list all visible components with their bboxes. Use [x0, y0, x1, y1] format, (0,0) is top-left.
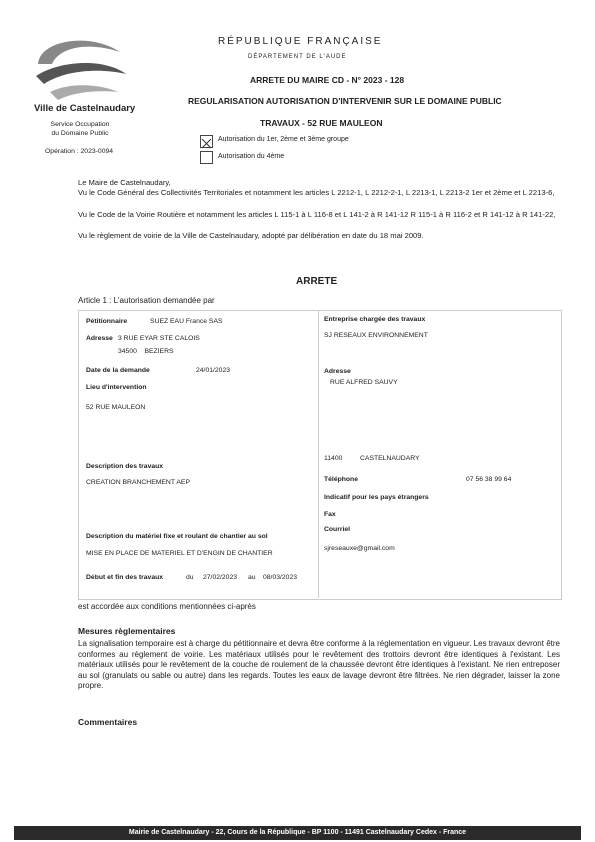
- operation-number: Opération : 2023-0094: [45, 148, 114, 155]
- arrete-number: ARRETE DU MAIRE CD - N° 2023 - 128: [250, 75, 405, 85]
- mesures-title: Mesures règlementaires: [78, 626, 176, 636]
- city-logo: [30, 34, 130, 106]
- telephone-label: Téléphone: [324, 476, 358, 483]
- republique-heading: RÉPUBLIQUE FRANÇAISE: [218, 36, 383, 47]
- entreprise-label: Entreprise chargée des travaux: [324, 316, 426, 323]
- courriel-label: Courriel: [324, 526, 351, 533]
- entreprise-value: SJ RESEAUX ENVIRONNEMENT: [324, 332, 428, 339]
- vu-line: Vu le règlement de voirie de la Ville de Castelnaudary, adopté par délibération en date du 18 mai 2009.: [78, 231, 424, 240]
- indicatif-label: Indicatif pour les pays étrangers: [324, 494, 429, 501]
- article-1: Article 1 : L'autorisation demandée par: [78, 296, 215, 305]
- description-value: CREATION BRANCHEMENT AEP: [86, 479, 190, 486]
- debut-value: 27/02/2023: [203, 574, 238, 581]
- telephone-value: 07 56 38 99 64: [466, 476, 512, 483]
- lieu-label: Lieu d'intervention: [86, 384, 147, 391]
- mesures-text: La signalisation temporaire est à charge du pétitionnaire et devra être conforme à la réglementation en vigueur. Les travaux devront être conformes au règlement de voirie. Les matériaux utilisés pour le revêtement des trottoirs devront être identiques à l'existant. Les matériaux utilisés pour le revêtement de la couche de roulement de la chaussée devront être identiques à l'existant. Ne rien entreposer au sol (granulats ou sable ou autre) dans les regards. Toutes les eaux de lavage devront être filtrées. Ne rien dégrader, laisser la zone propre.: [78, 639, 560, 690]
- accordee-text: est accordée aux conditions mentionnées ci-après: [78, 602, 256, 611]
- debut-fin-label: Début et fin des travaux: [86, 574, 164, 581]
- adresse-line1: 3 RUE EYAR STE CALOIS: [118, 335, 200, 342]
- vu-line: Vu le Code de la Voirie Routière et notamment les articles L 115-1 à L 116-8 et L 141-2 à R 141-12 R 115-1 à R 116-2 et R 141-12 à R 141-22,: [78, 210, 556, 219]
- description-label: Description des travaux: [86, 463, 164, 470]
- au-label: au: [248, 574, 256, 581]
- date-demande-value: 24/01/2023: [196, 367, 231, 374]
- fin-value: 08/03/2023: [263, 574, 298, 581]
- entreprise-adresse-label: Adresse: [324, 368, 351, 375]
- vu-line: Le Maire de Castelnaudary,: [78, 178, 171, 187]
- travaux-title: TRAVAUX - 52 RUE MAULEON: [260, 118, 383, 128]
- materiel-value: MISE EN PLACE DE MATERIEL ET D'ENGIN DE CHANTIER: [86, 550, 273, 557]
- adresse-line2: 34500 BEZIERS: [118, 348, 174, 355]
- checkbox-groupe-1-2-3[interactable]: [200, 135, 213, 148]
- fax-label: Fax: [324, 511, 336, 518]
- debut-du: du: [186, 574, 194, 581]
- petitionnaire-label: Pétitionnaire: [86, 318, 128, 325]
- check-mark-icon: [201, 138, 212, 149]
- petitionnaire-value: SUEZ EAU France SAS: [150, 318, 223, 325]
- departement-heading: DÉPARTEMENT DE L'AUDE: [248, 54, 347, 60]
- entreprise-cp: 11400: [324, 455, 343, 462]
- footer-address: Mairie de Castelnaudary - 22, Cours de la République - BP 1100 - 11491 Castelnaudary Cedex - France: [14, 826, 581, 840]
- service-name: Service Occupation du Domaine Public: [50, 121, 110, 137]
- checkbox-groupe-4[interactable]: [200, 151, 213, 164]
- city-name: Ville de Castelnaudary: [34, 103, 136, 114]
- checkbox-label: Autorisation du 4ème: [218, 153, 285, 160]
- courriel-value: sjreseauxe@gmail.com: [324, 545, 395, 552]
- checkbox-label: Autorisation du 1er, 2ème et 3ème groupe: [218, 136, 349, 143]
- vu-line: Vu le Code Général des Collectivités Territoriales et notamment les articles L 2212-1, L 2212-2-1, L 2213-1, L 2213-2 1er et 2ème et L 2213-6,: [78, 188, 555, 197]
- form-divider: [318, 310, 319, 598]
- entreprise-adresse-value: RUE ALFRED SAUVY: [330, 379, 398, 386]
- arrete-title: ARRETE: [296, 276, 338, 287]
- entreprise-ville: CASTELNAUDARY: [360, 455, 420, 462]
- lieu-value: 52 RUE MAULEON: [86, 404, 146, 411]
- regularisation-title: REGULARISATION AUTORISATION D'INTERVENIR SUR LE DOMAINE PUBLIC: [188, 96, 502, 106]
- materiel-label: Description du matériel fixe et roulant de chantier au sol: [86, 533, 268, 540]
- date-demande-label: Date de la demande: [86, 367, 150, 374]
- commentaires-title: Commentaires: [78, 717, 138, 727]
- adresse-label: Adresse: [86, 335, 113, 342]
